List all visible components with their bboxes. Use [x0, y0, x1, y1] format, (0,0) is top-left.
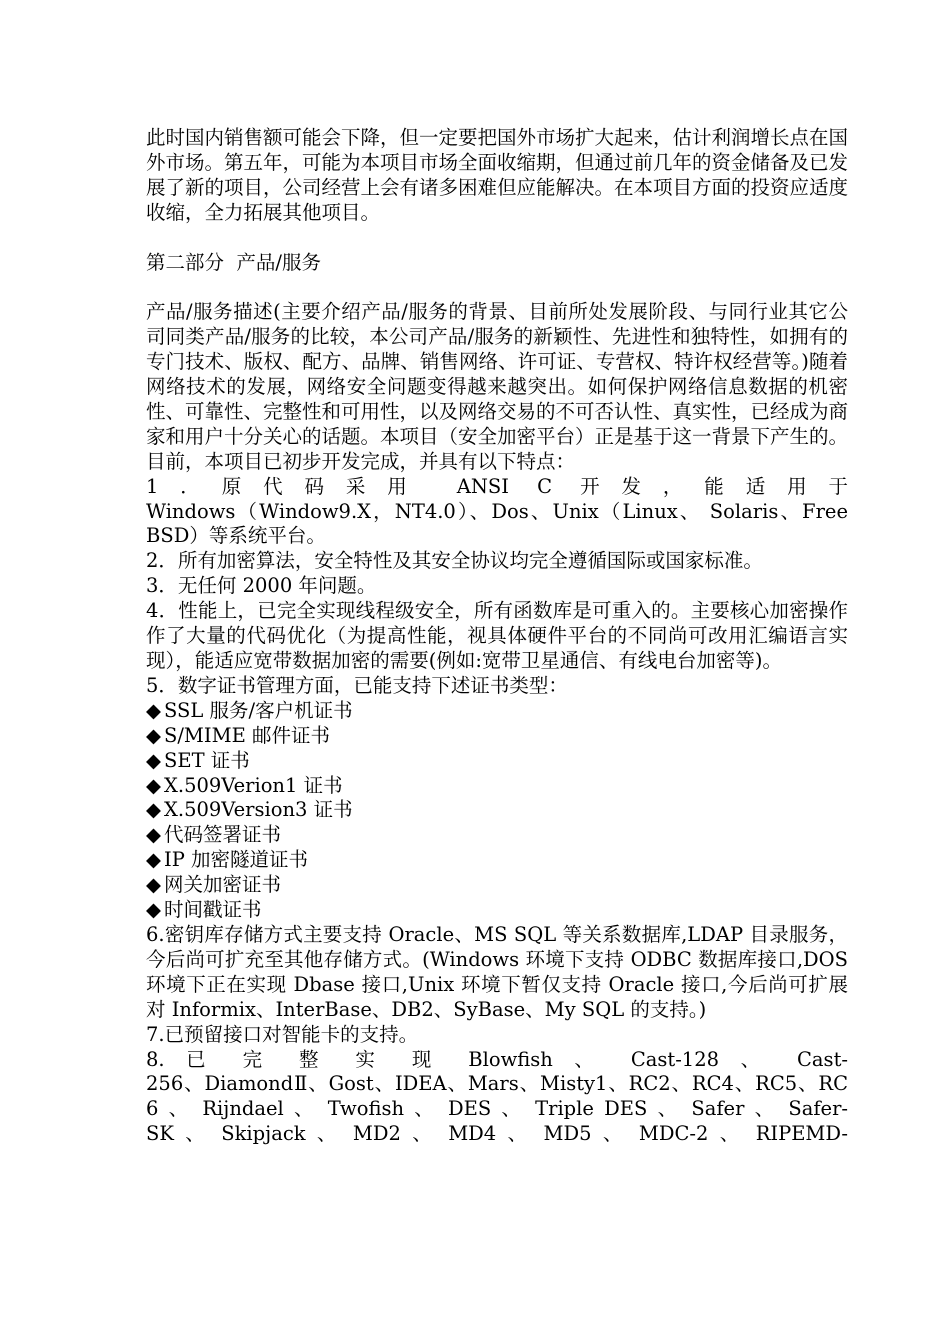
feature-1-line-3: BSD）等系统平台。: [146, 524, 326, 548]
feature-4: 4．性能上，已完全实现线程级安全，所有函数库是可重入的。主要核心加密操作作了大量的代码优化（为提高性能，视具体硬件平台的不同尚可改用汇编语言实现），能适应宽带数据加密的需要(例如:宽带卫星通信、有线电台加密等)。: [146, 599, 848, 672]
certificate-item: [146, 898, 848, 923]
diamond-bullet-icon: ◆: [146, 723, 161, 747]
certificate-item: [146, 848, 848, 873]
diamond-bullet-icon: ◆: [146, 848, 161, 872]
certificate-label: S/MIME 邮件证书: [164, 723, 330, 747]
certificate-label: IP 加密隧道证书: [164, 848, 309, 872]
diamond-bullet-icon: ◆: [146, 873, 161, 897]
certificate-item: [146, 749, 848, 774]
feature-8-line-3: 6 、 Rijndael 、 Twofish 、 DES 、 Triple DES 、 Safer 、 Safer-: [146, 1097, 848, 1121]
certificate-item: [146, 774, 848, 799]
document-page: [146, 126, 848, 1147]
feature-8-line-4: SK 、 Skipjack 、 MD2 、 MD4 、 MD5 、 MDC-2 、 RIPEMD-: [146, 1122, 848, 1146]
certificate-item: [146, 699, 848, 724]
certificate-label: SET 证书: [164, 748, 250, 772]
product-description-paragraph: 产品/服务描述(主要介绍产品/服务的背景、目前所处发展阶段、与同行业其它公司同类产品/服务的比较，本公司产品/服务的新颖性、先进性和独特性，如拥有的专门技术、版权、配方、品牌、销售网络、许可证、专营权、特许权经营等。)随着网络技术的发展，网络安全问题变得越来越突出。如何保护网络信息数据的机密性、可靠性、完整性和可用性，以及网络交易的不可否认性、真实性，已经成为商家和用户十分关心的话题。本项目（安全加密平台）正是基于这一背景下产生的。: [146, 300, 849, 448]
blank-line: [146, 275, 848, 300]
diamond-bullet-icon: ◆: [146, 698, 161, 722]
certificate-label: SSL 服务/客户机证书: [164, 698, 353, 722]
feature-1-line-1: 1．原代码采用 ANSI C 开发，能适用于: [146, 474, 848, 498]
diamond-bullet-icon: ◆: [146, 823, 161, 847]
blank-line: [146, 226, 848, 251]
certificate-label: 网关加密证书: [164, 873, 282, 897]
certificate-label: X.509Version3 证书: [164, 798, 353, 822]
certificate-item: [146, 873, 848, 898]
feature-8-line-1: 8. 已 完 整 实 现 Blowfish 、 Cast-128 、 Cast-: [146, 1047, 848, 1071]
feature-2: 2．所有加密算法，安全特性及其安全协议均完全遵循国际或国家标准。: [146, 549, 763, 573]
certificate-item: [146, 724, 848, 749]
certificate-item: [146, 798, 848, 823]
certificate-list: [146, 699, 848, 923]
diamond-bullet-icon: ◆: [146, 748, 161, 772]
intro-paragraph: 此时国内销售额可能会下降，但一定要把国外市场扩大起来，估计利润增长点在国外市场。第五年，可能为本项目市场全面收缩期，但通过前几年的资金储备及已发展了新的项目，公司经营上会有诸多困难但应能解决。在本项目方面的投资应适度收缩，全力拓展其他项目。: [146, 126, 849, 224]
feature-5: 5．数字证书管理方面，已能支持下述证书类型：: [146, 673, 568, 697]
certificate-label: 代码签署证书: [164, 823, 282, 847]
section-heading: 第二部分 产品/服务: [146, 250, 321, 274]
certificate-label: 时间戳证书: [164, 898, 262, 922]
feature-3: 3．无任何 2000 年问题。: [146, 574, 377, 598]
certificate-item: [146, 823, 848, 848]
feature-1-line-2: Windows（Window9.X，NT4.0）、Dos、Unix（Linux、 Solaris、Free: [146, 499, 848, 523]
diamond-bullet-icon: ◆: [146, 798, 161, 822]
diamond-bullet-icon: ◆: [146, 898, 161, 922]
feature-6: 6.密钥库存储方式主要支持 Oracle、MS SQL 等关系数据库,LDAP 目录服务，今后尚可扩充至其他存储方式。(Windows 环境下支持 ODBC 数据库接口,DOS 环境下正在实现 Dbase 接口,Unix 环境下暂仅支持 Oracle 接口,今后尚可扩展对 Informix、InterBase、DB2、SyBase、My SQL 的支持。): [146, 922, 848, 1021]
diamond-bullet-icon: ◆: [146, 773, 161, 797]
certificate-label: X.509Verion1 证书: [164, 773, 343, 797]
feature-7: 7.已预留接口对智能卡的支持。: [146, 1022, 419, 1046]
feature-8-line-2: 256、DiamondⅡ、Gost、IDEA、Mars、Misty1、RC2、RC4、RC5、RC: [146, 1072, 848, 1096]
features-intro: 目前，本项目已初步开发完成，并具有以下特点：: [146, 449, 576, 473]
